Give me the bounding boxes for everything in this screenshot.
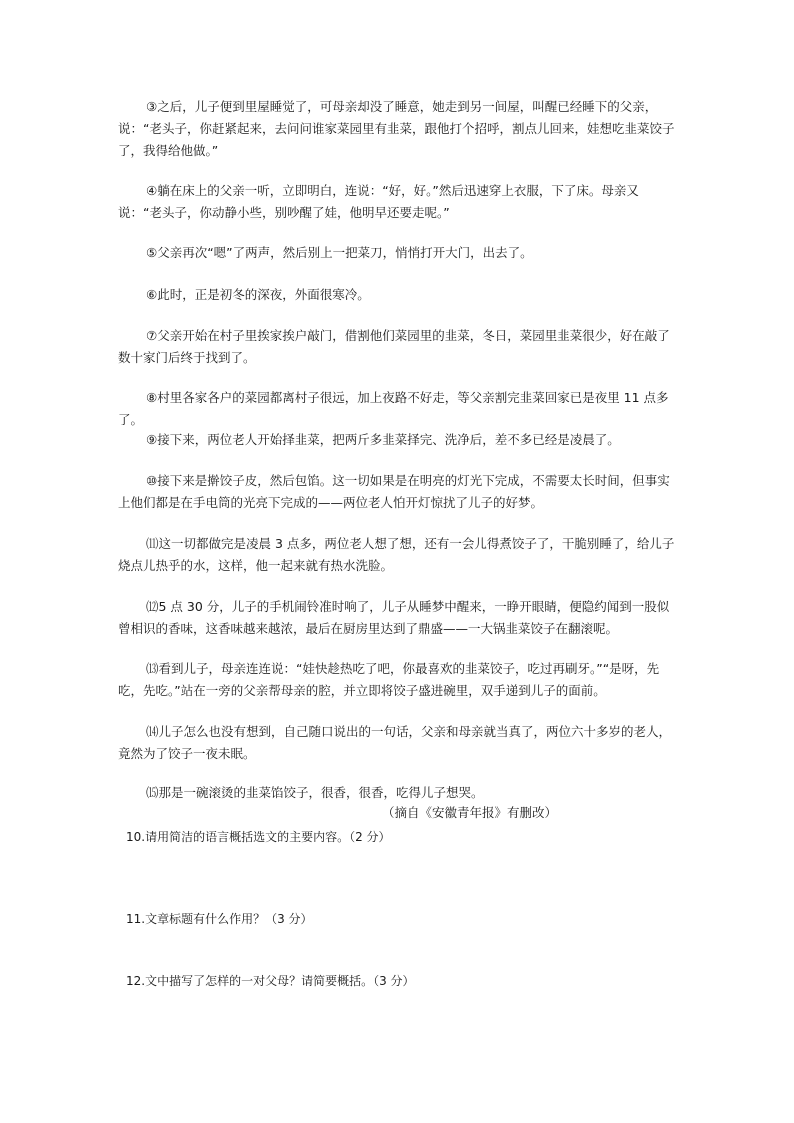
paragraph-8: ⑧村里各家各户的菜园都离村子很远，加上夜路不好走，等父亲割完韭菜回家已是夜里 11 点多了。 [118, 390, 669, 427]
paragraph-10: ⑩接下来是擀饺子皮，然后包馅。这一切如果是在明亮的灯光下完成，不需要太长时间，但事实上他们都是在手电筒的光亮下完成的——两位老人怕开灯惊扰了儿子的好梦。 [118, 473, 670, 510]
article-source: （摘自《安徽青年报》有删改） [382, 805, 558, 820]
question-10: 10.请用简洁的语言概括选文的主要内容。（2 分） [126, 830, 391, 844]
question-11: 11.文章标题有什么作用？（3 分） [126, 912, 313, 926]
paragraph-11: ⑾这一切都做完是凌晨 3 点多，两位老人想了想，还有一会儿得煮饺子了，干脆别睡了，给儿子烧点儿热乎的水，这样，他一起来就有热水洗脸。 [118, 536, 675, 573]
paragraph-7: ⑦父亲开始在村子里挨家挨户敲门，借割他们菜园里的韭菜，冬日，菜园里韭菜很少，好在敲了数十家门后终于找到了。 [118, 328, 670, 365]
paragraph-15: ⒂那是一碗滚烫的韭菜馅饺子，很香，很香，吃得儿子想哭。 [146, 785, 484, 800]
paragraph-5: ⑤父亲再次“嗯”了两声，然后别上一把菜刀，悄悄打开大门，出去了。 [146, 245, 533, 260]
paragraph-4: ④躺在床上的父亲一听，立即明白，连说：“好，好。”然后迅速穿上衣服，下了床。母亲又说：“老头子，你动静小些，别吵醒了娃，他明早还要走呢。” [118, 183, 639, 220]
paragraph-3: ③之后，儿子便到里屋睡觉了，可母亲却没了睡意，她走到另一间屋，叫醒已经睡下的父亲，说：“老头子，你赶紧起来，去问问谁家菜园里有韭菜，跟他打个招呼，割点儿回来，娃想吃韭菜饺子了，我得给他做。” [118, 99, 675, 158]
paragraph-12: ⑿5 点 30 分，儿子的手机闹铃准时响了，儿子从睡梦中醒来，一睁开眼睛，便隐约闻到一股似曾相识的香味，这香味越来越浓，最后在厨房里达到了鼎盛——一大锅韭菜饺子在翻滚呢。 [118, 599, 670, 636]
paragraph-14: ⒁儿子怎么也没有想到，自己随口说出的一句话，父亲和母亲就当真了，两位六十多岁的老人，竟然为了饺子一夜未眠。 [118, 724, 672, 761]
paragraph-6: ⑥此时，正是初冬的深夜，外面很寒冷。 [146, 287, 370, 302]
paragraph-13: ⒀看到儿子，母亲连连说：“娃快趁热吃了吧，你最喜欢的韭菜饺子，吃过再刷牙。”“是呀，先吃，先吃。”站在一旁的父亲帮母亲的腔，并立即将饺子盛进碗里，双手递到儿子的面前。 [118, 661, 660, 698]
question-12: 12.文中描写了怎样的一对父母？请简要概括。（3 分） [126, 974, 415, 988]
paragraph-9: ⑨接下来，两位老人开始择韭菜，把两斤多韭菜择完、洗净后，差不多已经是凌晨了。 [146, 432, 620, 447]
